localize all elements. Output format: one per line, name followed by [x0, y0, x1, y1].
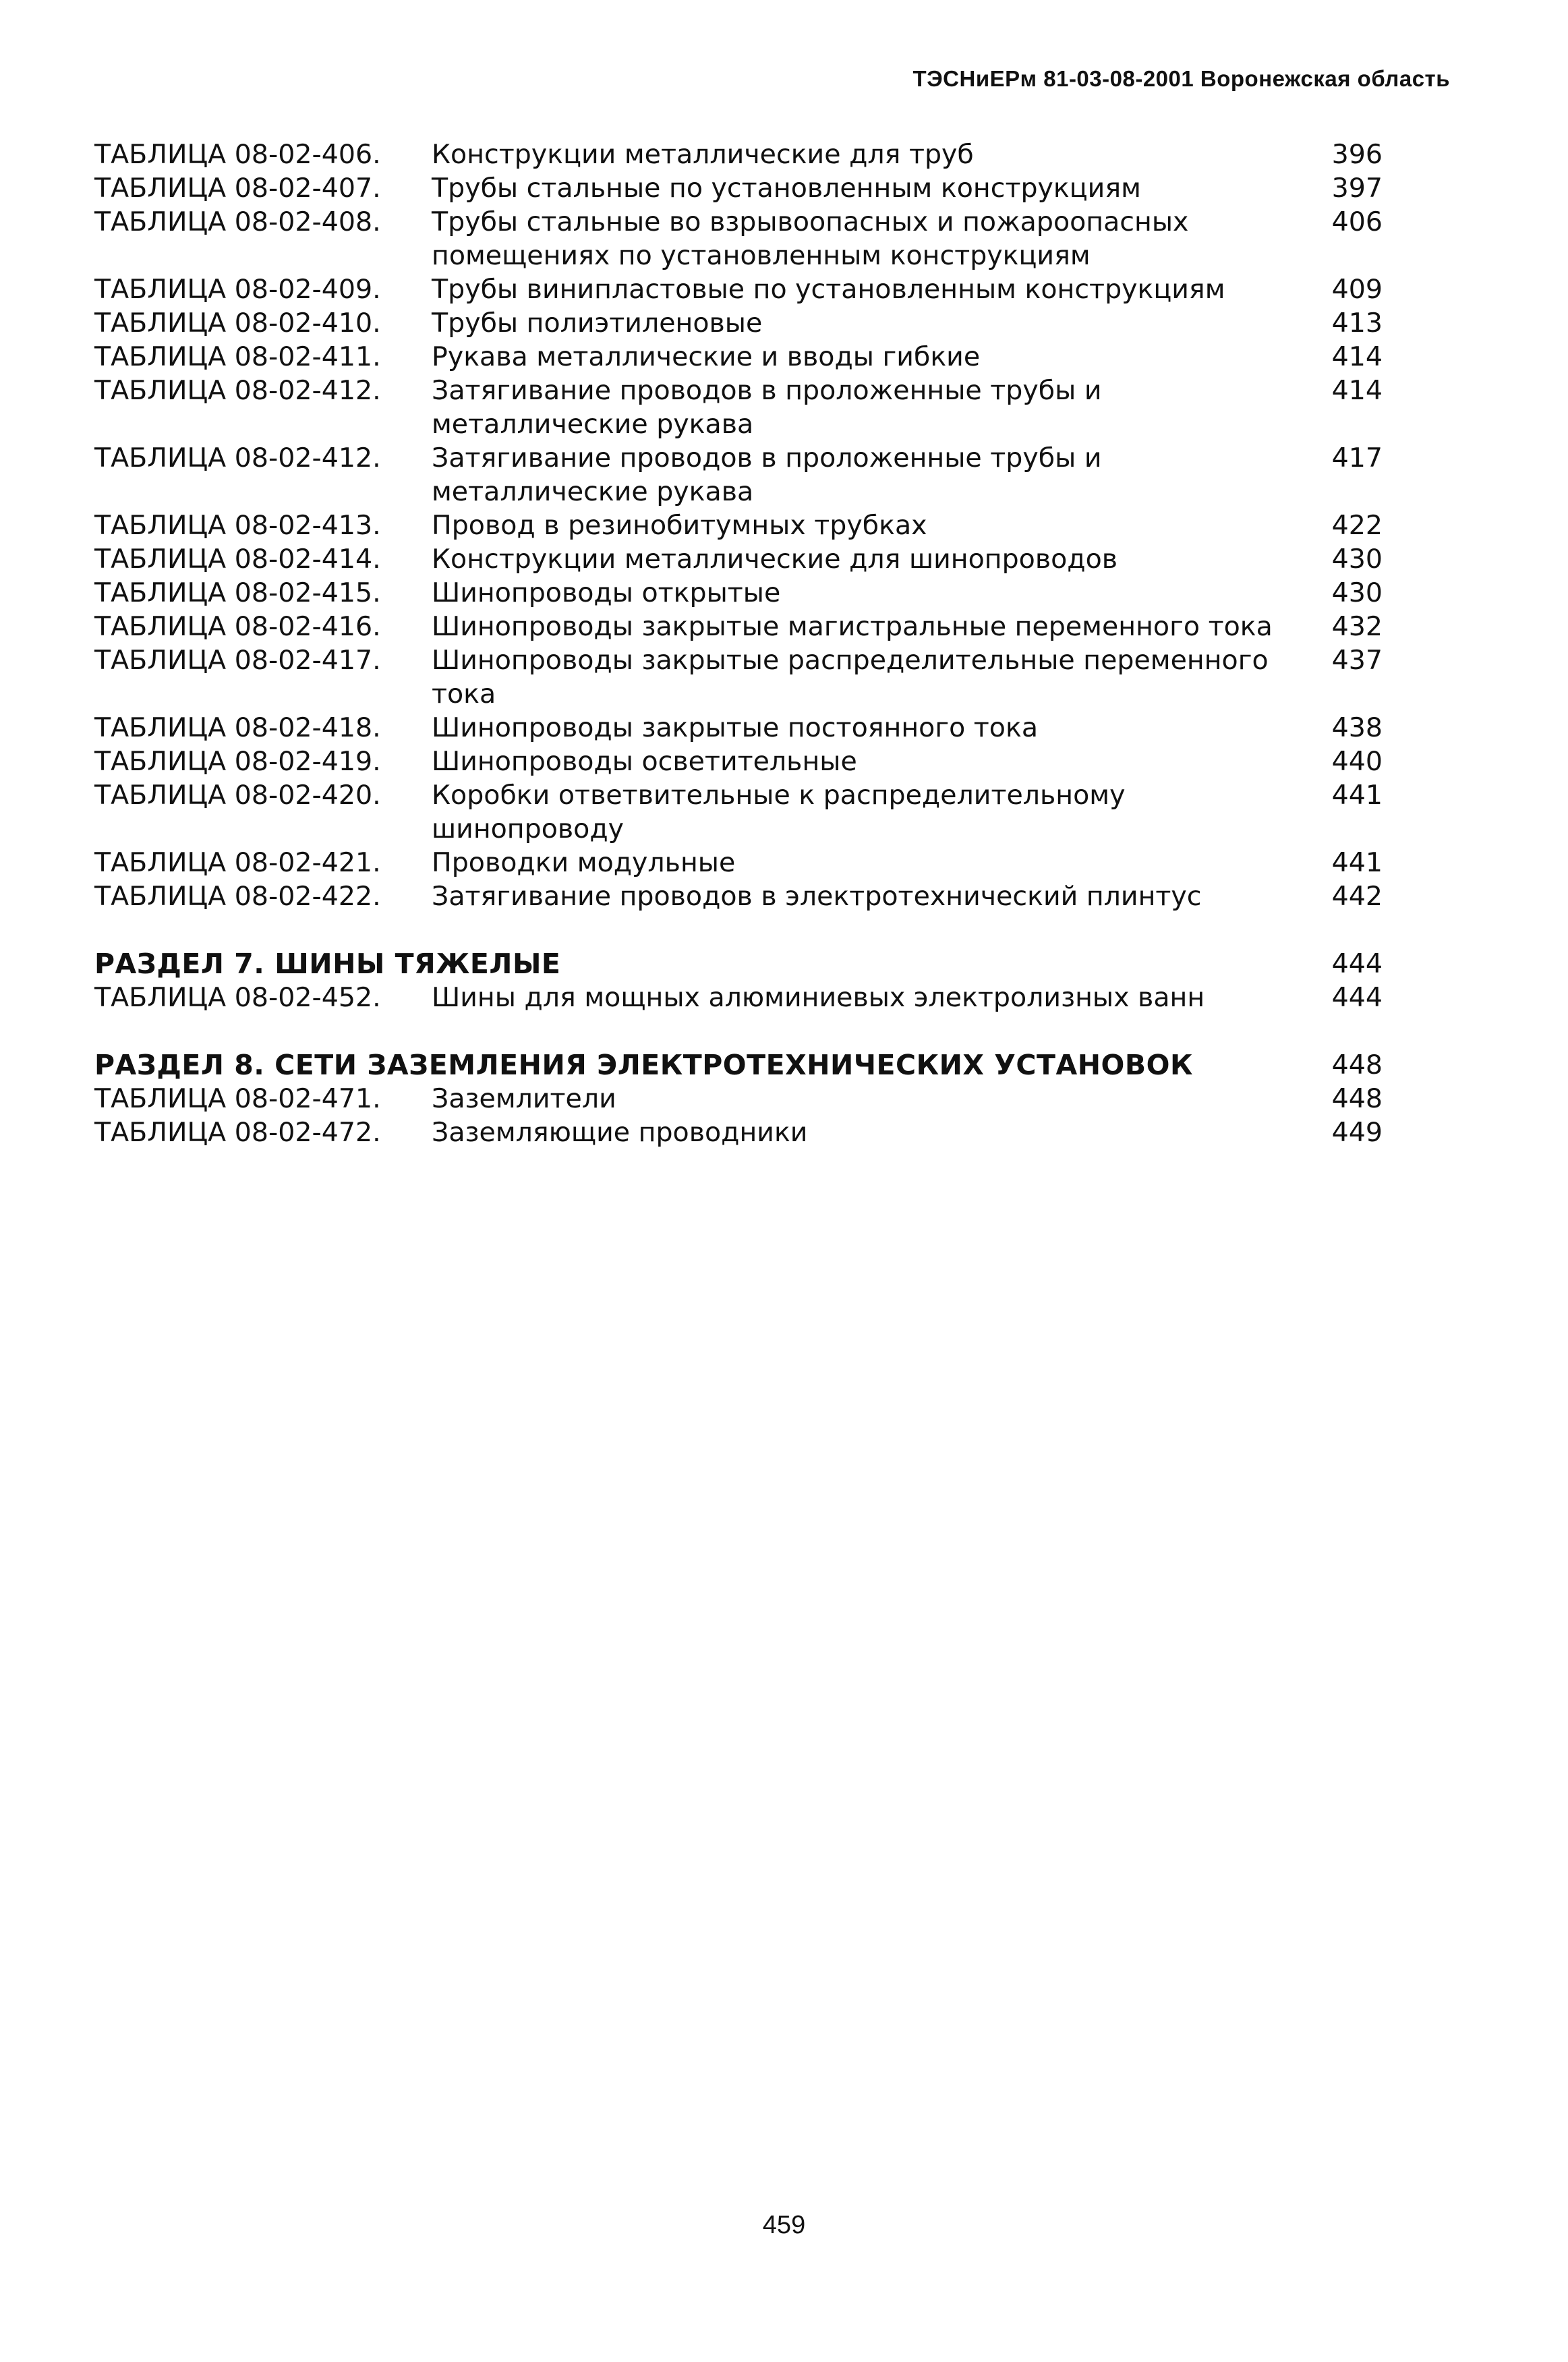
section-8-entries	[94, 1082, 1383, 1149]
entry-title: Шинопроводы закрытые постоянного тока	[432, 712, 1039, 743]
entry-page-number: 444	[1331, 982, 1383, 1013]
entry-title: Шинопроводы закрытые распределительные переменного тока	[432, 645, 1269, 710]
entry-title: Шинопроводы осветительные	[432, 746, 857, 777]
entry-code: ТАБЛИЦА 08-02-409.	[94, 274, 381, 305]
entry-page-number: 437	[1331, 645, 1383, 676]
entry-code: ТАБЛИЦА 08-02-421.	[94, 847, 381, 878]
entry-code: ТАБЛИЦА 08-02-414.	[94, 544, 381, 575]
toc-entry	[94, 542, 1383, 576]
toc-entry	[94, 171, 1383, 205]
entry-code: ТАБЛИЦА 08-02-407.	[94, 173, 381, 204]
entry-title: Шинопроводы закрытые магистральные переменного тока	[432, 611, 1273, 642]
toc-entry	[94, 441, 1383, 509]
entry-title: Трубы стальные во взрывоопасных и пожароопасных помещениях по установленным конструкциям	[432, 206, 1189, 271]
entry-title: Заземлители	[432, 1083, 616, 1114]
entry-page-number: 442	[1331, 881, 1383, 912]
entry-title: Затягивание проводов в проложенные трубы и металлические рукава	[432, 442, 1102, 507]
entry-page-number: 409	[1331, 274, 1383, 305]
entry-code: ТАБЛИЦА 08-02-472.	[94, 1117, 381, 1148]
entry-page-number: 414	[1331, 341, 1383, 372]
entry-code: ТАБЛИЦА 08-02-415.	[94, 577, 381, 608]
entry-page-number: 438	[1331, 712, 1383, 743]
entry-page-number: 396	[1331, 139, 1383, 170]
toc-entry	[94, 711, 1383, 745]
toc-entry	[94, 643, 1383, 711]
entry-code: ТАБЛИЦА 08-02-416.	[94, 611, 381, 642]
entry-page-number: 414	[1331, 375, 1383, 406]
toc-entry	[94, 306, 1383, 340]
entry-code: ТАБЛИЦА 08-02-412.	[94, 375, 381, 406]
entry-page-number: 441	[1331, 847, 1383, 878]
entry-page-number: 440	[1331, 746, 1383, 777]
toc-entry	[94, 1082, 1383, 1116]
entry-title: Конструкции металлические для труб	[432, 139, 974, 170]
toc-entry	[94, 138, 1383, 171]
entry-code: ТАБЛИЦА 08-02-417.	[94, 645, 381, 676]
entry-title: Коробки ответвительные к распределительному шинопроводу	[432, 780, 1126, 844]
entry-code: ТАБЛИЦА 08-02-406.	[94, 139, 381, 170]
entry-page-number: 432	[1331, 611, 1383, 642]
toc-entry	[94, 509, 1383, 542]
entry-code: ТАБЛИЦА 08-02-411.	[94, 341, 381, 372]
section-7-entries	[94, 981, 1383, 1014]
page-number: 459	[762, 2211, 806, 2239]
entry-code: ТАБЛИЦА 08-02-471.	[94, 1083, 381, 1114]
entry-code: ТАБЛИЦА 08-02-420.	[94, 780, 381, 811]
entry-page-number: 406	[1331, 206, 1383, 237]
entry-page-number: 449	[1331, 1117, 1383, 1148]
section-8-heading	[94, 1048, 1383, 1082]
entry-code: ТАБЛИЦА 08-02-418.	[94, 712, 381, 743]
entry-code: ТАБЛИЦА 08-02-413.	[94, 510, 381, 541]
toc-entry	[94, 272, 1383, 306]
entry-title: Рукава металлические и вводы гибкие	[432, 341, 981, 372]
section-title: РАЗДЕЛ 8. СЕТИ ЗАЗЕМЛЕНИЯ ЭЛЕКТРОТЕХНИЧЕСКИХ УСТАНОВОК	[94, 1049, 1193, 1081]
entry-code: ТАБЛИЦА 08-02-419.	[94, 746, 381, 777]
toc-entries-list	[94, 138, 1383, 913]
entry-page-number: 422	[1331, 510, 1383, 541]
toc-entry	[94, 846, 1383, 880]
section-page-number: 444	[1331, 948, 1383, 979]
entry-code: ТАБЛИЦА 08-02-412.	[94, 442, 381, 473]
toc-entry	[94, 610, 1383, 643]
section-title: РАЗДЕЛ 7. ШИНЫ ТЯЖЕЛЫЕ	[94, 948, 561, 980]
entry-code: ТАБЛИЦА 08-02-452.	[94, 982, 381, 1013]
entry-title: Проводки модульные	[432, 847, 736, 878]
entry-code: ТАБЛИЦА 08-02-408.	[94, 206, 381, 237]
entry-page-number: 417	[1331, 442, 1383, 473]
entry-code: ТАБЛИЦА 08-02-422.	[94, 881, 381, 912]
entry-title: Трубы винипластовые по установленным конструкциям	[432, 274, 1225, 305]
toc-entry	[94, 745, 1383, 778]
entry-title: Трубы полиэтиленовые	[432, 308, 763, 339]
toc-entry	[94, 205, 1383, 272]
entry-title: Затягивание проводов в проложенные трубы и металлические рукава	[432, 375, 1102, 440]
entry-code: ТАБЛИЦА 08-02-410.	[94, 308, 381, 339]
toc-entry	[94, 576, 1383, 610]
running-header: ТЭСНиЕРм 81-03-08-2001 Воронежская область	[912, 66, 1450, 91]
entry-title: Заземляющие проводники	[432, 1117, 808, 1148]
toc-entry	[94, 374, 1383, 441]
entry-page-number: 413	[1331, 308, 1383, 339]
table-of-contents	[94, 138, 1383, 1149]
section-7-heading	[94, 947, 1383, 981]
entry-page-number: 441	[1331, 780, 1383, 811]
toc-entry	[94, 880, 1383, 913]
toc-entry	[94, 340, 1383, 374]
entry-title: Конструкции металлические для шинопроводов	[432, 544, 1118, 575]
toc-entry	[94, 981, 1383, 1014]
entry-page-number: 448	[1331, 1083, 1383, 1114]
entry-title: Шинопроводы открытые	[432, 577, 781, 608]
entry-page-number: 397	[1331, 173, 1383, 204]
entry-page-number: 430	[1331, 577, 1383, 608]
entry-title: Трубы стальные по установленным конструкциям	[432, 173, 1141, 204]
entry-title: Провод в резинобитумных трубках	[432, 510, 927, 541]
section-page-number: 448	[1331, 1049, 1383, 1081]
toc-entry	[94, 1116, 1383, 1149]
entry-page-number: 430	[1331, 544, 1383, 575]
entry-title: Затягивание проводов в электротехнический плинтус	[432, 881, 1202, 912]
toc-entry	[94, 778, 1383, 846]
entry-title: Шины для мощных алюминиевых электролизных ванн	[432, 982, 1205, 1013]
